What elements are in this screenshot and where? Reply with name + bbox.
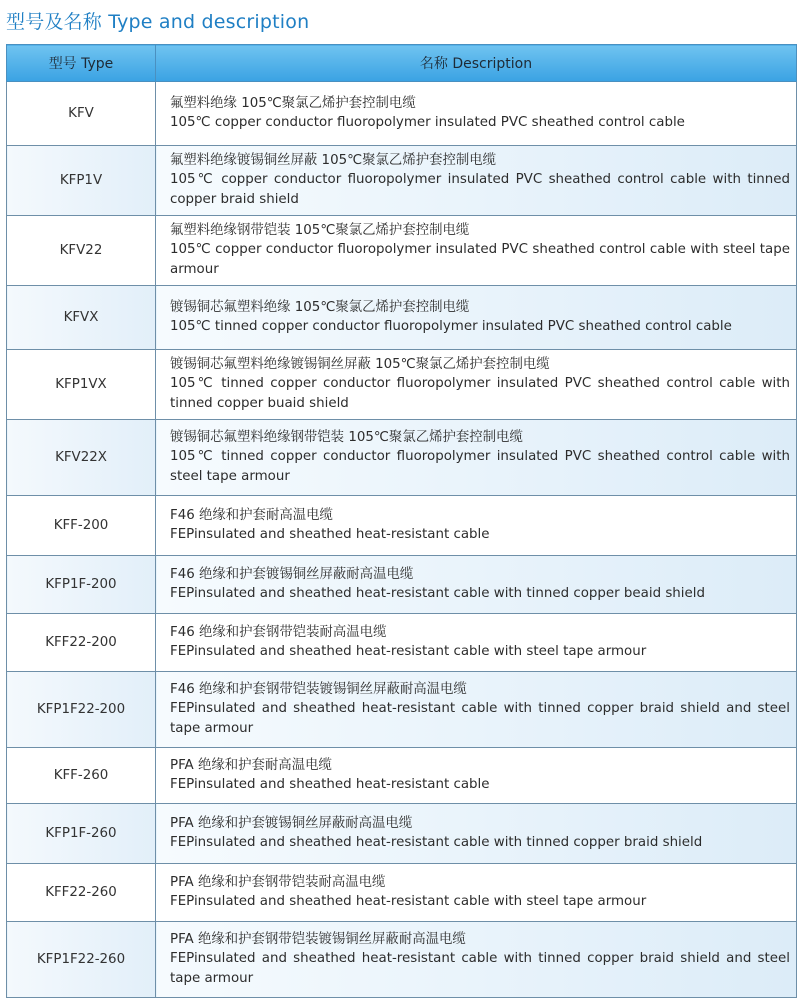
- description-cell: [156, 146, 797, 216]
- description-english: 105℃ copper conductor fluoropolymer insulated PVC sheathed control cable with tinned copper braid shield: [170, 172, 790, 207]
- description-english: FEPinsulated and sheathed heat-resistant cable with tinned copper braid shield and steel tape armour: [170, 951, 790, 986]
- description-english: FEPinsulated and sheathed heat-resistant cable: [170, 527, 490, 542]
- description-english: FEPinsulated and sheathed heat-resistant cable: [170, 777, 490, 792]
- table-row: [7, 804, 797, 864]
- description-cell: [156, 82, 797, 146]
- description-cell: [156, 748, 797, 804]
- description-chinese: F46 绝缘和护套耐高温电缆: [170, 507, 333, 523]
- description-cell: [156, 286, 797, 350]
- type-cell: KFP1F22-200: [7, 672, 156, 748]
- description-english: FEPinsulated and sheathed heat-resistant cable with steel tape armour: [170, 644, 647, 659]
- description-chinese: PFA 绝缘和护套钢带铠装耐高温电缆: [170, 874, 386, 890]
- description-chinese: PFA 绝缘和护套钢带铠装镀锡铜丝屏蔽耐高温电缆: [170, 931, 466, 947]
- description-column-header: 名称 Description: [156, 45, 797, 82]
- description-chinese: 氟塑料绝缘镀锡铜丝屏蔽 105℃聚氯乙烯护套控制电缆: [170, 152, 497, 168]
- description-chinese: 镀锡铜芯氟塑料绝缘镀锡铜丝屏蔽 105℃聚氯乙烯护套控制电缆: [170, 356, 550, 372]
- description-english: FEPinsulated and sheathed heat-resistant cable with tinned copper braid shield and steel tape armour: [170, 701, 790, 736]
- description-english: 105℃ tinned copper conductor fluoropolymer insulated PVC sheathed control cable with tinned copper buaid shield: [170, 376, 790, 411]
- type-description-table: [6, 44, 797, 998]
- description-chinese: 镀锡铜芯氟塑料绝缘 105℃聚氯乙烯护套控制电缆: [170, 299, 470, 315]
- table-row: [7, 146, 797, 216]
- table-row: [7, 864, 797, 922]
- description-cell: [156, 922, 797, 998]
- type-cell: KFV22: [7, 216, 156, 286]
- type-cell: KFP1F-260: [7, 804, 156, 864]
- description-cell: [156, 864, 797, 922]
- type-cell: KFF-260: [7, 748, 156, 804]
- table-row: [7, 216, 797, 286]
- type-cell: KFP1F-200: [7, 556, 156, 614]
- page-title: 型号及名称 Type and description: [6, 11, 310, 33]
- table-row: [7, 556, 797, 614]
- type-cell: KFP1F22-260: [7, 922, 156, 998]
- type-cell: KFF22-260: [7, 864, 156, 922]
- description-chinese: 氟塑料绝缘 105℃聚氯乙烯护套控制电缆: [170, 95, 416, 111]
- table-row: [7, 286, 797, 350]
- description-english: FEPinsulated and sheathed heat-resistant cable with tinned copper braid shield: [170, 835, 703, 850]
- description-english: 105℃ tinned copper conductor fluoropolymer insulated PVC sheathed control cable: [170, 319, 732, 334]
- description-english: FEPinsulated and sheathed heat-resistant cable with steel tape armour: [170, 894, 647, 909]
- type-cell: KFF22-200: [7, 614, 156, 672]
- table-row: [7, 350, 797, 420]
- type-cell: KFVX: [7, 286, 156, 350]
- table-row: [7, 672, 797, 748]
- type-cell: KFP1V: [7, 146, 156, 216]
- description-chinese: PFA 绝缘和护套耐高温电缆: [170, 757, 332, 773]
- description-cell: [156, 420, 797, 496]
- description-cell: [156, 614, 797, 672]
- table-row: [7, 614, 797, 672]
- table-row: [7, 82, 797, 146]
- description-english: FEPinsulated and sheathed heat-resistant cable with tinned copper beaid shield: [170, 586, 705, 601]
- table-header-row: [7, 45, 797, 82]
- description-cell: [156, 496, 797, 556]
- description-chinese: PFA 绝缘和护套镀锡铜丝屏蔽耐高温电缆: [170, 815, 413, 831]
- description-english: 105℃ tinned copper conductor fluoropolymer insulated PVC sheathed control cable with steel tape armour: [170, 449, 790, 484]
- description-cell: [156, 216, 797, 286]
- description-cell: [156, 672, 797, 748]
- table-row: [7, 748, 797, 804]
- description-cell: [156, 556, 797, 614]
- type-cell: KFP1VX: [7, 350, 156, 420]
- description-english: 105℃ copper conductor fluoropolymer insulated PVC sheathed control cable with steel tape armour: [170, 242, 790, 277]
- description-chinese: F46 绝缘和护套钢带铠装镀锡铜丝屏蔽耐高温电缆: [170, 681, 467, 697]
- description-chinese: 氟塑料绝缘钢带铠装 105℃聚氯乙烯护套控制电缆: [170, 222, 470, 238]
- description-cell: [156, 350, 797, 420]
- table-row: [7, 420, 797, 496]
- type-cell: KFF-200: [7, 496, 156, 556]
- type-cell: KFV22X: [7, 420, 156, 496]
- description-chinese: F46 绝缘和护套钢带铠装耐高温电缆: [170, 624, 387, 640]
- type-cell: KFV: [7, 82, 156, 146]
- description-english: 105℃ copper conductor fluoropolymer insulated PVC sheathed control cable: [170, 115, 685, 130]
- table-row: [7, 496, 797, 556]
- table-row: [7, 922, 797, 998]
- description-chinese: F46 绝缘和护套镀锡铜丝屏蔽耐高温电缆: [170, 566, 414, 582]
- type-column-header: 型号 Type: [7, 45, 156, 82]
- description-cell: [156, 804, 797, 864]
- description-chinese: 镀锡铜芯氟塑料绝缘钢带铠装 105℃聚氯乙烯护套控制电缆: [170, 429, 523, 445]
